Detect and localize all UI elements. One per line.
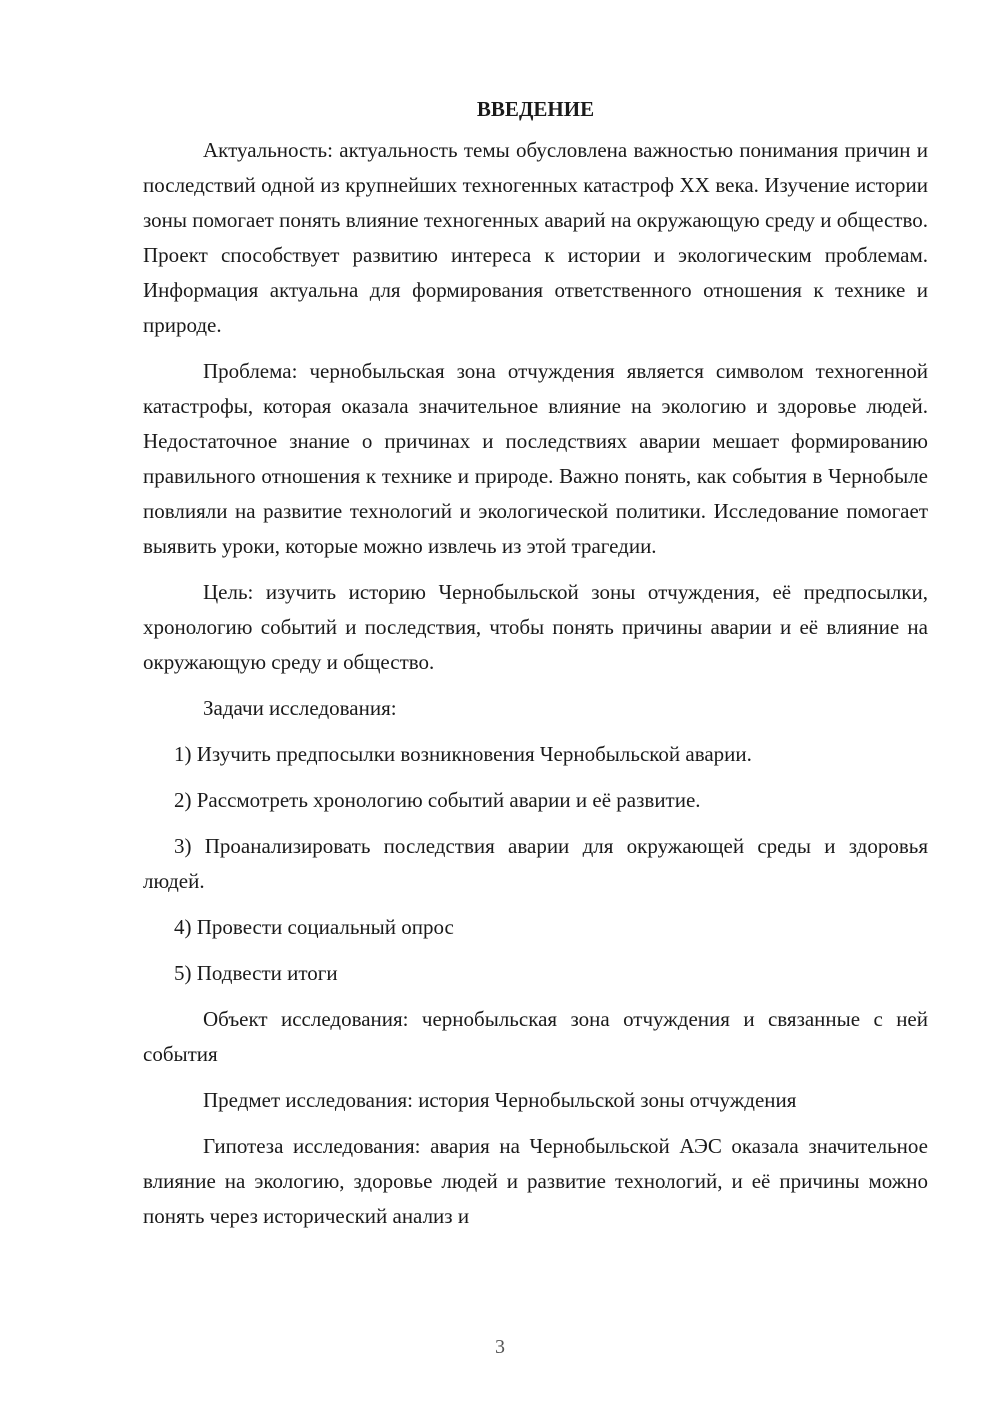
task-item-4: 4) Провести социальный опрос (174, 915, 454, 939)
tasks-heading: Задачи исследования: (203, 696, 397, 720)
page-content (143, 92, 928, 1245)
task-item-1: 1) Изучить предпосылки возникновения Чернобыльской аварии. (174, 742, 752, 766)
paragraph-goal: Цель: изучить историю Чернобыльской зоны отчуждения, её предпосылки, хронологию событий и последствия, чтобы понять причины аварии и её влияние на окружающую среду и общество. (143, 580, 928, 674)
section-title: ВВЕДЕНИЕ (476, 97, 595, 121)
paragraph-problem: Проблема: чернобыльская зона отчуждения является символом техногенной катастрофы, которая оказала значительное влияние на экологию и здоровье людей. Недостаточное знание о причинах и последствиях аварии мешает формированию правильного отношения к технике и природе. Важно понять, как события в Чернобыле повлияли на развитие технологий и экологической политики. Исследование помогает выявить уроки, которые можно извлечь из этой трагедии. (143, 359, 928, 558)
paragraph-hypothesis: Гипотеза исследования: авария на Чернобыльской АЭС оказала значительное влияние на экологию, здоровье людей и развитие технологий, и её причины можно понять через исторический анализ и (143, 1134, 928, 1228)
paragraph-relevance: Актуальность: актуальность темы обусловлена важностью понимания причин и последствий одной из крупнейших техногенных катастроф XX века. Изучение истории зоны помогает понять влияние техногенных аварий на окружающую среду и общество. Проект способствует развитию интереса к истории и экологическим проблемам. Информация актуальна для формирования ответственного отношения к технике и природе. (143, 138, 928, 337)
paragraph-object: Объект исследования: чернобыльская зона отчуждения и связанные с ней события (143, 1007, 928, 1066)
page-number: 3 (495, 1336, 505, 1358)
task-item-5: 5) Подвести итоги (174, 961, 338, 985)
paragraph-subject: Предмет исследования: история Чернобыльской зоны отчуждения (203, 1088, 797, 1112)
task-item-2: 2) Рассмотреть хронологию событий аварии и её развитие. (174, 788, 701, 812)
task-item-3: 3) Проанализировать последствия аварии для окружающей среды и здоровья людей. (143, 834, 928, 893)
